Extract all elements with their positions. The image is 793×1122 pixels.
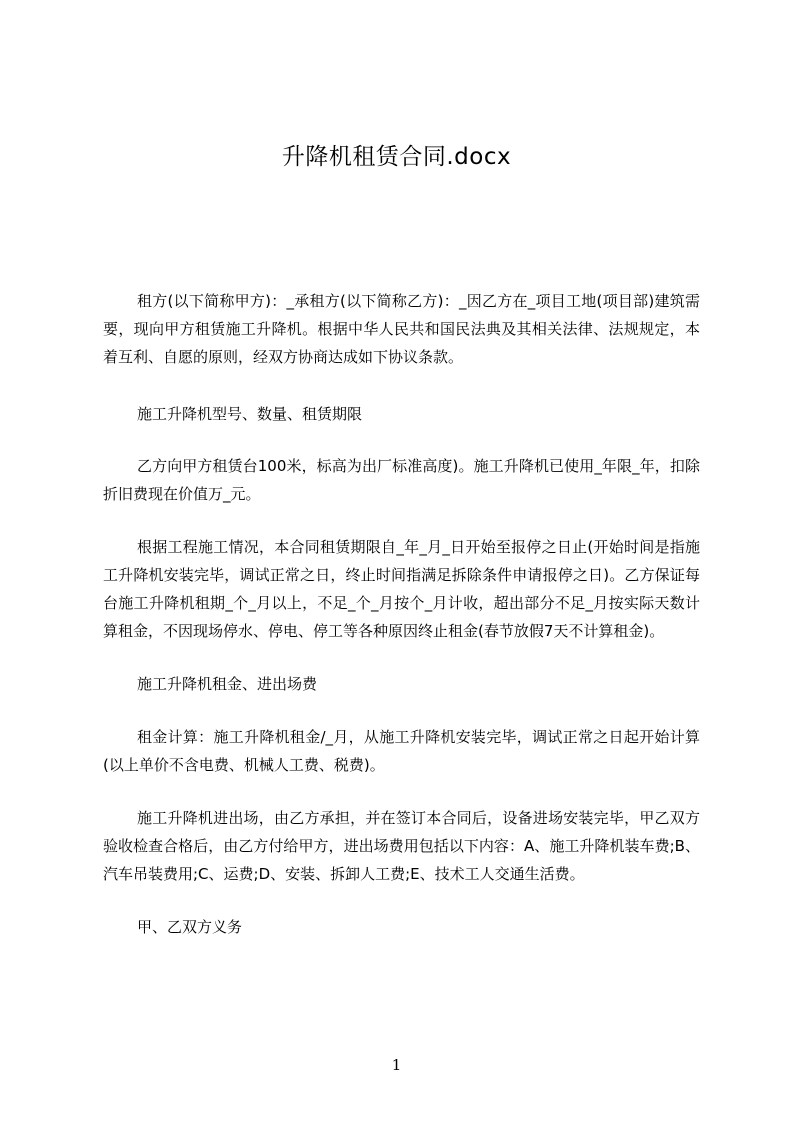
document-body (103, 287, 700, 941)
section-heading-obligations: 甲、乙双方义务 (137, 918, 243, 936)
section-heading-model-quantity-term: 施工升降机型号、数量、租赁期限 (137, 405, 363, 423)
paragraph-rent-calculation: 租金计算：施工升降机租金/_月，从施工升降机安装完毕，调试正常之日起开始计算(以上单价不含电费、机械人工费、税费)。 (103, 728, 700, 774)
paragraph-lease-quantity: 乙方向甲方租赁台100米，标高为出厂标准高度)。施工升降机已使用_年限_年，扣除折旧费现在价值万_元。 (103, 457, 700, 503)
paragraph-preamble: 租方(以下简称甲方)：_承租方(以下简称乙方)：_因乙方在_项目工地(项目部)建筑需要，现向甲方租赁施工升降机。根据中华人民共和国民法典及其相关法律、法规规定，本着互利、自愿的原则，经双方协商达成如下协议条款。 (103, 292, 700, 366)
page-number: 1 (391, 1056, 402, 1074)
paragraph-lease-term: 根据工程施工情况，本合同租赁期限自_年_月_日开始至报停之日止(开始时间是指施工升降机安装完毕，调试正常之日，终止时间指满足拆除条件申请报停之日)。乙方保证每台施工升降机租期_个_月以上，不足_个_月按个_月计收，超出部分不足_月按实际天数计算租金，不因现场停水、停电、停工等各种原因终止租金(春节放假7天不计算租金)。 (103, 538, 700, 640)
document-title: 升降机租赁合同.docx (281, 144, 512, 170)
section-heading-rent-fees: 施工升降机租金、进出场费 (137, 675, 318, 693)
paragraph-entry-exit-fees: 施工升降机进出场，由乙方承担，并在签订本合同后，设备进场安装完毕，甲乙双方验收检查合格后，由乙方付给甲方，进出场费用包括以下内容：A、施工升降机装车费;B、汽车吊装费用;C、运费;D、安装、拆卸人工费;E、技术工人交通生活费。 (103, 809, 700, 883)
